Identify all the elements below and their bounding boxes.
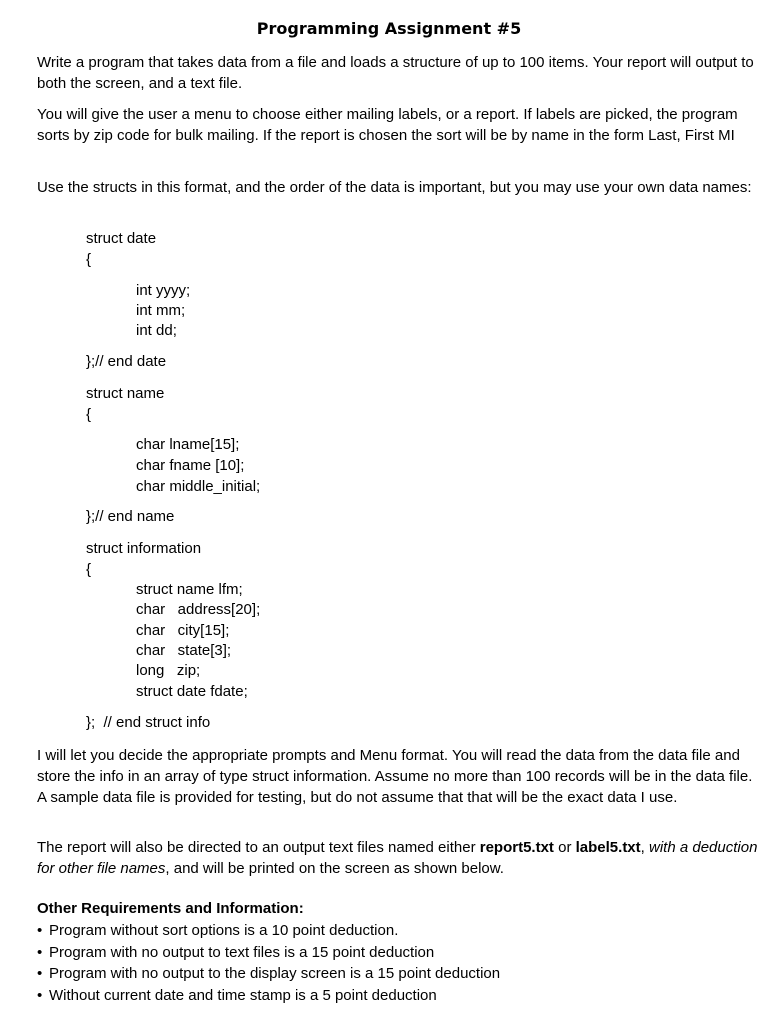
requirement-text: Program with no output to text files is a 15 point deduction	[49, 943, 435, 961]
struct-date-header: struct date	[86, 230, 157, 247]
output-text-part: or	[553, 839, 576, 856]
bullet-icon: •	[37, 965, 43, 982]
struct-name-close: };// end name	[86, 508, 175, 525]
output-text-part: ,	[640, 839, 649, 856]
list-item	[37, 963, 500, 985]
struct-information-field: struct date fdate;	[136, 683, 248, 700]
output-text-part: , and will be printed on the screen as shown below.	[165, 860, 504, 877]
struct-date-open-brace: {	[86, 251, 92, 268]
bullet-icon: •	[37, 943, 43, 961]
struct-date-field: int mm;	[136, 302, 186, 319]
list-item	[37, 985, 500, 1007]
page-title: Programming Assignment #5	[256, 19, 522, 38]
prompts-paragraph: I will let you decide the appropriate prompts and Menu format. You will read the data from the data file and store the info in an array of type struct information. Assume no more than 100 records will be in the data file. A sample data file is provided for testing, but do not assume that that will be the exact data I use.	[37, 747, 753, 806]
structs-paragraph: Use the structs in this format, and the order of the data is important, but you may use your own data names:	[37, 179, 752, 196]
list-item	[37, 942, 500, 964]
struct-date-field: int yyyy;	[136, 282, 191, 299]
requirements-heading: Other Requirements and Information:	[37, 900, 304, 917]
label-filename: label5.txt	[575, 839, 641, 856]
struct-information-field: char city[15];	[136, 622, 230, 639]
struct-date-field: int dd;	[136, 322, 177, 339]
requirement-text: Program without sort options is a 10 point deduction.	[49, 922, 399, 939]
struct-information-open-brace: {	[86, 561, 92, 578]
struct-information-field: struct name lfm;	[136, 581, 243, 598]
list-item	[37, 920, 500, 942]
struct-name-header: struct name	[86, 385, 165, 402]
struct-information-field: long zip;	[136, 662, 201, 679]
struct-name-field: char middle_initial;	[136, 478, 261, 495]
struct-name-field: char fname [10];	[136, 457, 245, 474]
struct-name-field: char lname[15];	[136, 436, 240, 453]
requirements-list	[37, 920, 500, 1006]
bullet-icon: •	[37, 922, 43, 939]
deduction-note: with a deduction for other file names	[37, 839, 758, 877]
output-paragraph	[37, 837, 762, 879]
struct-date-close: };// end date	[86, 353, 167, 370]
requirement-text: Program with no output to the display screen is a 15 point deduction	[49, 965, 501, 982]
output-text-part: The report will also be directed to an output text files named either	[37, 839, 480, 856]
struct-information-header: struct information	[86, 540, 202, 557]
intro-paragraph: Write a program that takes data from a file and loads a structure of up to 100 items. Your report will output to both the screen, and a text file.	[37, 54, 754, 92]
bullet-icon: •	[37, 986, 43, 1004]
requirement-text: Without current date and time stamp is a 5 point deduction	[49, 986, 437, 1004]
struct-information-field: char state[3];	[136, 642, 232, 659]
struct-name-open-brace: {	[86, 406, 92, 423]
struct-information-field: char address[20];	[136, 601, 261, 618]
report-filename: report5.txt	[479, 839, 554, 856]
menu-paragraph: You will give the user a menu to choose either mailing labels, or a report. If labels are picked, the program sorts by zip code for bulk mailing. If the report is chosen the sort will be by name in the form Last, First MI	[37, 106, 738, 144]
struct-information-close: }; // end struct info	[86, 714, 211, 731]
